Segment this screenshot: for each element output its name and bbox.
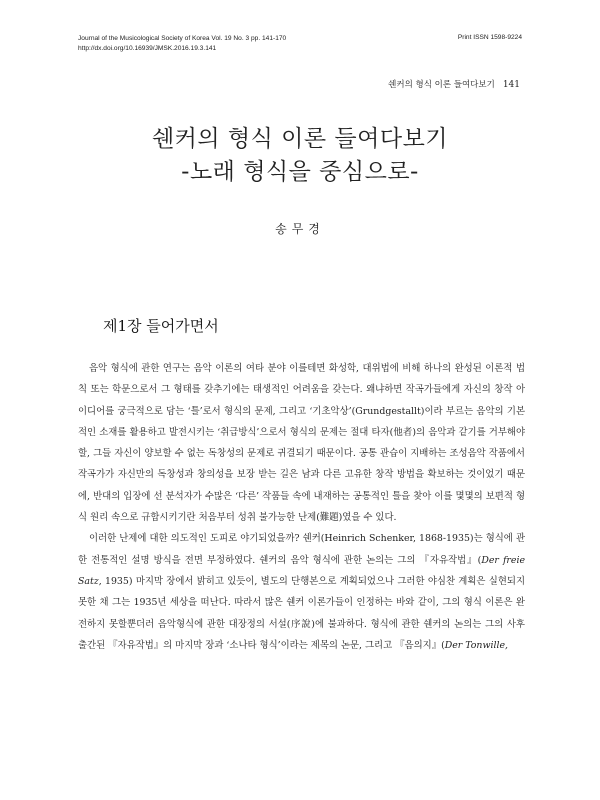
page-number: 141 — [502, 80, 520, 90]
book-title-der-tonwille: Der Tonwille, — [444, 639, 509, 651]
print-issn: Print ISSN 1598-9224 — [457, 34, 522, 41]
chapter-heading: 제1장 들어가면서 — [103, 317, 219, 335]
paragraph-1: 음악 형식에 관한 연구는 음악 이론의 여타 분야 이를테면 화성학, 대위법에 비해 하나의 완성된 이론적 법칙 또는 학문으로서 그 형태를 갖추기에는 태생적인 어려움을 갖는다. 왜냐하면 작곡가들에게 자신의 창작 아이디어를 궁극적으로 담는 ‘틀’로서 형식의 문제, 그리고 ‘기초악상’(Grundgestallt)이라 부르는 음악의 기본적인 소재를 활용하고 발전시키는 ‘취급방식’으로서 형식의 문제는 절대 타자(他者)의 음악과 같기를 거부해야 할, 그들 자신이 양보할 수 없는 독창성의 문제로 귀결되기 때문이다. 공통 관습이 지배하는 조성음악 작품에서 작곡가가 자신만의 독창성과 창의성을 보장 받는 길은 남과 다른 고유한 창작 방법을 확보하는 것이었기 때문에, 반대의 입장에 선 분석자가 수많은 ‘다른’ 작품들 속에 내재하는 공통적인 틀을 찾아 이를 몇몇의 보편적 형식 원리 속으로 규합시키기란 처음부터 성취 불가능한 난제(難題)였을 수 있다. — [78, 363, 525, 524]
paragraph-2-text-a: 이러한 난제에 대한 의도적인 도피로 야기되었을까? 쉔커(Heinrich Schenker, 1868-1935)는 형식에 관한 전통적인 설명 방식을 전면 부정하였다. 쉔커의 음악 형식에 관한 논의는 그의 『자유작법』( — [78, 533, 525, 566]
paper-subtitle: -노래 형식을 중심으로- — [181, 159, 419, 185]
paragraph-2-text-c: , 1935) 마지막 장에서 밝히고 있듯이, 별도의 단행본으로 계획되었으나 그러한 야심찬 계획은 실현되지 못한 채 그는 1935년 세상을 떠난다. 따라서 많은 쉔커 이론가들이 인정하는 바와 같이, 그의 형식 이론은 완전하지 못할뿐더러 음악형식에 관한 대장정의 서설(序說)에 불과하다. 형식에 관한 쉔커의 논의는 그의 사후 출간된 『자유작법』의 마지막 장과 ‘소나타 형식’이라는 제목의 논문, 그리고 『음의지』( — [78, 575, 525, 651]
journal-citation — [78, 34, 286, 53]
journal-volume-line: Journal of the Musicological Society of Korea Vol. 19 No. 3 pp. 141-170 — [78, 35, 287, 42]
running-title: 쉔커의 형식 이론 들여다보기 — [388, 80, 495, 90]
paragraph-2 — [78, 528, 525, 656]
body-text — [78, 358, 525, 656]
book-title-der-freie-satz: Der freie Satz — [78, 554, 525, 587]
running-header — [388, 78, 520, 90]
paper-title: 쉔커의 형식 이론 들여다보기 — [151, 126, 449, 152]
doi-link[interactable]: http://dx.doi.org/10.16939/JMSK.2016.19.3.141 — [78, 44, 217, 52]
author-name: 송무경 — [275, 222, 325, 236]
